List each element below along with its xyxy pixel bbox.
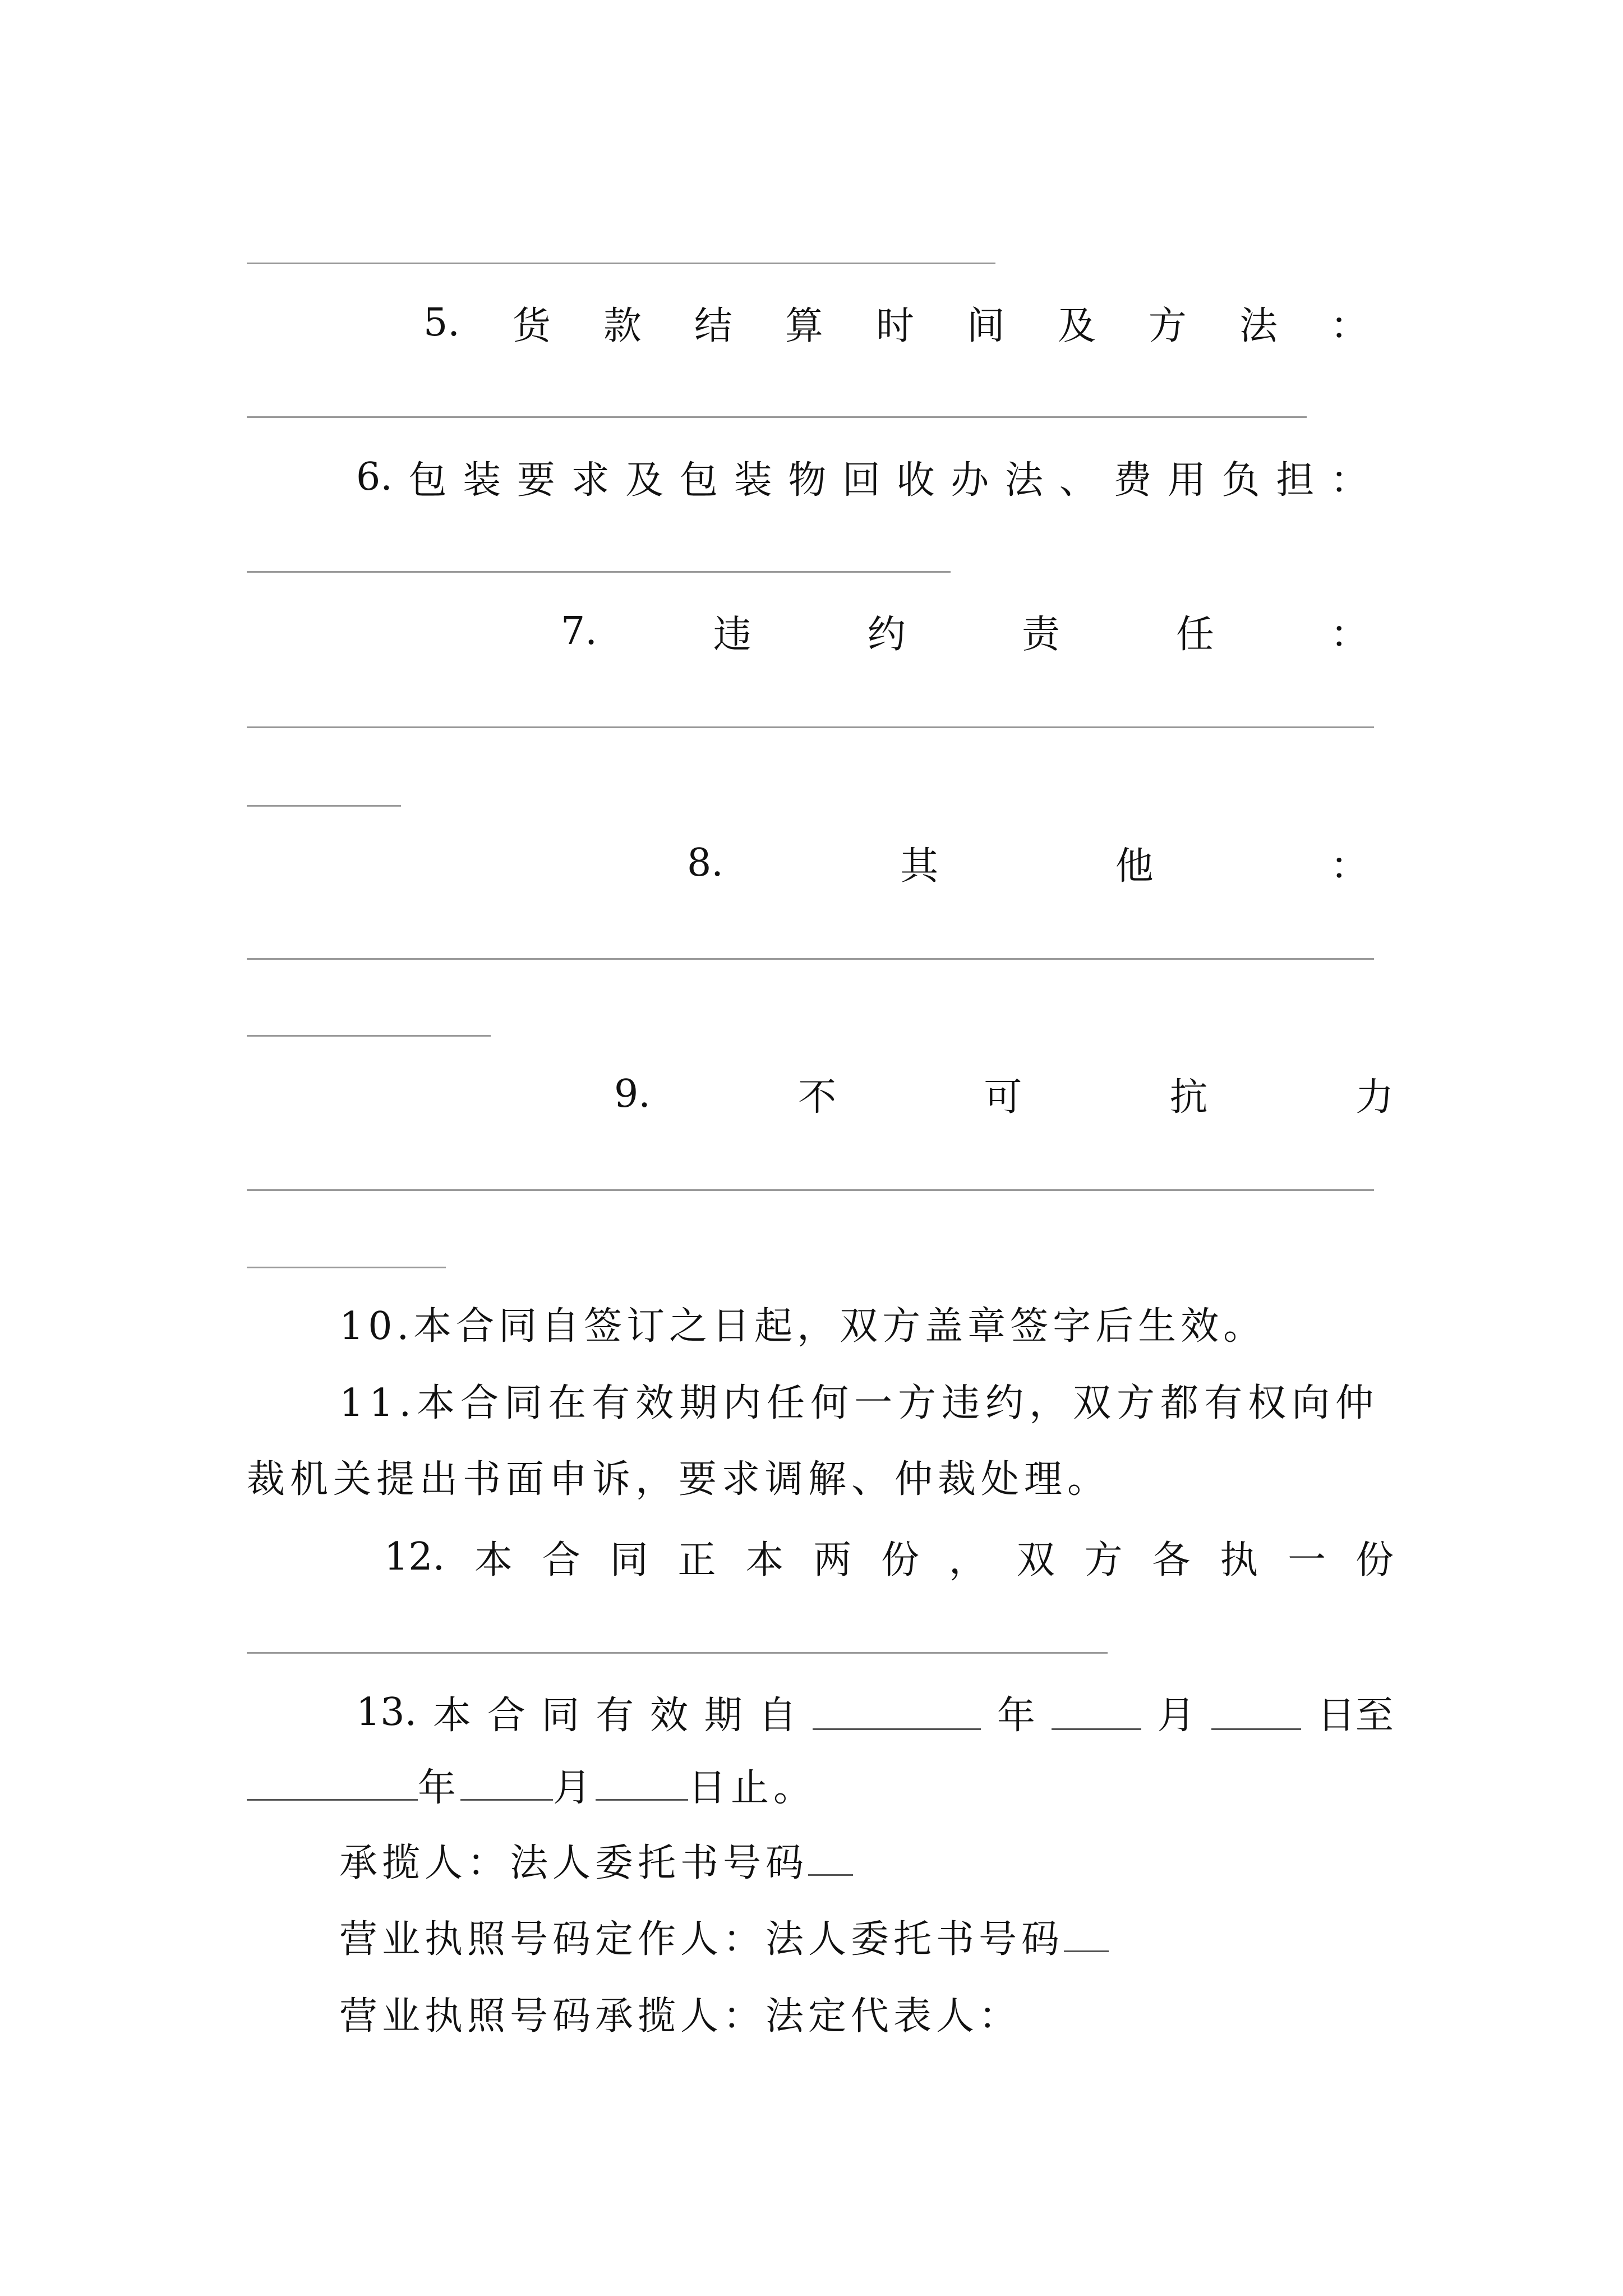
item-11-line-2: 裁机关提出书面申诉，要求调解、仲裁处理。 <box>247 1457 1111 1502</box>
heading-char: 装 <box>463 458 501 503</box>
signature-line-3: 营业执照号码承揽人：法定代表人： <box>339 1994 1022 2039</box>
heading-char: 及 <box>625 458 664 503</box>
year-label: 年 <box>997 1693 1035 1738</box>
item-13-heading <box>356 1684 1394 1740</box>
heading-char: 要 <box>517 458 555 503</box>
heading-char: 合 <box>487 1693 525 1738</box>
heading-char: 款 <box>603 303 642 348</box>
heading-char: 有 <box>596 1693 634 1738</box>
client-proxy-blank[interactable] <box>1064 1917 1109 1952</box>
blank-line <box>247 571 951 573</box>
heading-char: 担 <box>1276 458 1315 503</box>
heading-char: 费 <box>1113 458 1152 503</box>
heading-char: 自 <box>758 1693 797 1738</box>
heading-char: 方 <box>1148 303 1187 348</box>
heading-char: 一 <box>1288 1538 1326 1582</box>
heading-char: 责 <box>1021 612 1060 657</box>
heading-char: 其 <box>900 844 939 889</box>
end-month-label: 月 <box>553 1766 596 1810</box>
item-number: 6. <box>356 454 393 499</box>
heading-char: 收 <box>896 458 935 503</box>
heading-char: 他 <box>1115 844 1154 889</box>
month-blank[interactable] <box>1052 1695 1141 1730</box>
item-number: 13. <box>356 1690 417 1734</box>
heading-char: 用 <box>1167 458 1206 503</box>
item-number: 12. <box>384 1534 445 1579</box>
end-year-label: 年 <box>418 1766 461 1810</box>
heading-char: 时 <box>875 303 914 348</box>
colon: ： <box>1330 612 1368 657</box>
heading-char: 间 <box>966 303 1005 348</box>
contractor-proxy-label: 承揽人：法人委托书号码 <box>339 1841 809 1885</box>
heading-char: 算 <box>785 303 823 348</box>
blank-line <box>247 805 401 807</box>
blank-line <box>247 958 1374 960</box>
heading-char: 正 <box>677 1538 716 1582</box>
item-10-text: 10.本合同自签订之日起，双方盖章签字后生效。 <box>339 1304 1266 1349</box>
heading-char: 抗 <box>1169 1075 1208 1120</box>
blank-line <box>247 1267 446 1268</box>
item-5-heading <box>423 295 1368 351</box>
heading-char: 份 <box>881 1538 920 1582</box>
heading-char: 物 <box>788 458 827 503</box>
blank-line <box>247 263 995 264</box>
heading-char: 效 <box>649 1693 688 1738</box>
heading-char: 法 <box>1239 303 1278 348</box>
heading-char: 求 <box>571 458 610 503</box>
heading-char: 回 <box>842 458 880 503</box>
item-8-heading <box>687 835 1368 891</box>
blank-line <box>247 1652 1108 1654</box>
heading-char: 同 <box>541 1693 580 1738</box>
blank-line <box>247 416 1307 418</box>
colon: ： <box>1330 844 1368 889</box>
heading-char: 货 <box>512 303 551 348</box>
heading-char: 违 <box>713 612 751 657</box>
signature-line-2 <box>339 1912 1109 1968</box>
item-number: 9. <box>614 1071 651 1116</box>
heading-char: 包 <box>679 458 718 503</box>
blank-line <box>247 726 1374 728</box>
end-year-blank[interactable] <box>247 1765 418 1801</box>
item-9-heading <box>614 1066 1394 1122</box>
signature-line-1 <box>339 1835 853 1892</box>
client-proxy-label: 营业执照号码定作人：法人委托书号码 <box>339 1917 1064 1962</box>
heading-char: 可 <box>984 1075 1022 1120</box>
heading-char: 本 <box>432 1693 471 1738</box>
month-label: 月 <box>1157 1693 1196 1738</box>
heading-char: ， <box>948 1538 987 1582</box>
item-number: 8. <box>687 840 723 885</box>
blank-line <box>247 1189 1374 1191</box>
item-7-heading <box>561 603 1368 659</box>
heading-char: 本 <box>745 1538 784 1582</box>
day-to-label: 日至 <box>1317 1693 1394 1738</box>
end-day-blank[interactable] <box>596 1765 688 1801</box>
heading-char: 本 <box>474 1538 513 1582</box>
item-number: 5. <box>423 300 460 345</box>
heading-char: 结 <box>694 303 732 348</box>
heading-char: 各 <box>1152 1538 1191 1582</box>
heading-char: 两 <box>813 1538 852 1582</box>
item-11-line-1: 11.本合同在有效期内任何一方违约，双方都有权向仲 <box>339 1381 1380 1425</box>
heading-char: 双 <box>1016 1538 1055 1582</box>
item-13-line-2 <box>247 1760 816 1816</box>
heading-char: 负 <box>1221 458 1260 503</box>
colon: ： <box>1330 303 1368 348</box>
colon: ： <box>1330 458 1368 503</box>
heading-char: 方 <box>1084 1538 1123 1582</box>
heading-char: 力 <box>1355 1075 1394 1120</box>
heading-char: 期 <box>704 1693 743 1738</box>
heading-char: 任 <box>1175 612 1214 657</box>
heading-char: 执 <box>1220 1538 1258 1582</box>
end-month-blank[interactable] <box>460 1765 553 1801</box>
heading-char: 装 <box>734 458 772 503</box>
blank-line <box>247 1035 491 1037</box>
heading-char: 份 <box>1355 1538 1394 1582</box>
year-blank[interactable] <box>813 1695 981 1730</box>
heading-char: 不 <box>798 1075 837 1120</box>
contractor-proxy-blank[interactable] <box>808 1841 853 1876</box>
heading-char: 及 <box>1057 303 1096 348</box>
item-12-heading <box>384 1529 1394 1585</box>
heading-char: 、 <box>1059 458 1098 503</box>
heading-char: 法 <box>1004 458 1043 503</box>
heading-char: 办 <box>951 458 989 503</box>
heading-char: 合 <box>542 1538 580 1582</box>
heading-char: 约 <box>867 612 906 657</box>
heading-char: 同 <box>610 1538 648 1582</box>
end-day-label: 日止。 <box>688 1766 817 1810</box>
day-blank[interactable] <box>1211 1695 1301 1730</box>
item-number: 7. <box>561 609 597 654</box>
heading-char: 包 <box>408 458 447 503</box>
item-6-heading <box>356 449 1368 505</box>
